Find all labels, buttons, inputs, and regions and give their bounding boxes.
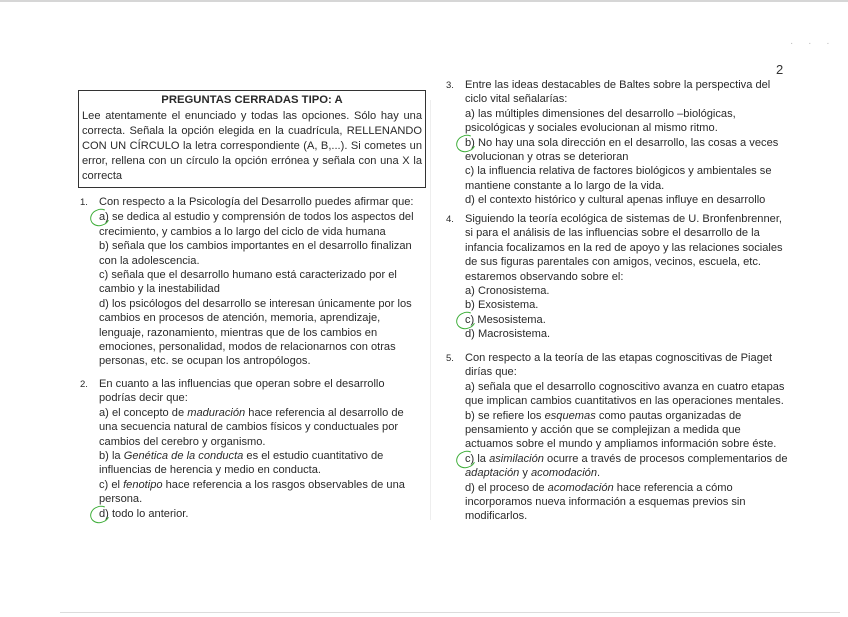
option-letter: c) [465,452,475,465]
option-text-post: hace referencia a cómo incorporamos nueva información a esquemas previos sin modificarlos. [465,481,746,523]
option-d[interactable] [99,297,420,369]
instructions-title: PREGUNTAS CERRADAS TIPO: A [161,94,343,106]
option-text-post: hace referencia al desarrollo de una secuencia natural de cambios físicos y conductuales por cambios del cerebro y organismo. [99,406,404,448]
option-letter: a) [99,211,109,224]
option-letter: d) [99,297,109,310]
option-letter: b) [465,136,475,149]
option-text-pre: la [111,450,124,463]
scan-edge-bottom [60,612,840,613]
instructions-box [78,90,426,188]
option-a[interactable] [99,406,420,449]
option-letter: c) [465,313,475,326]
option-d[interactable] [465,327,791,341]
option-c[interactable] [465,313,791,327]
option-a[interactable] [465,284,791,298]
option-text: Exosistema. [477,299,539,312]
option-letter: d) [465,194,475,207]
option-letter: a) [465,285,475,298]
option-letter: a) [465,380,475,393]
option-text: Mesosistema. [477,313,546,326]
option-text: señala que el desarrollo cognoscitivo avanza en cuatro etapas que implican cambios cuantitativos en las operaciones mentales. [465,380,785,408]
option-text-post: como pautas organizadas de pensamiento y acción que se complejizan a medida que actuamos sobre el mundo y ampliamos información sobre éste. [465,409,777,451]
option-text-mid: y [519,467,532,480]
option-letter: d) [99,507,109,520]
option-text: señala que el desarrollo humano está caracterizado por el cambio y la inestabilidad [99,269,397,296]
option-text-pre: el [111,478,124,491]
option-letter: a) [99,406,109,419]
question-number: 1. [80,197,88,208]
option-d[interactable] [465,481,791,524]
option-text: No hay una sola dirección en el desarrollo, las cosas a veces evolucionan y otras se deterioran [465,136,779,164]
question-stem: En cuanto a las influencias que operan sobre el desarrollo podrías decir que: [99,378,385,405]
option-c[interactable] [465,452,791,481]
option-a[interactable] [465,380,791,409]
option-c[interactable] [99,478,420,507]
option-term: esquemas [544,409,596,422]
option-text: el contexto histórico y cultural apenas influye en desarrollo [477,194,766,207]
option-text-post: es el estudio cuantitativo de influencias de herencia y medio en conducta. [99,450,384,477]
option-b[interactable] [99,239,420,268]
scan-speckle: · · · [790,38,836,49]
option-b[interactable] [465,298,791,312]
option-d[interactable] [465,193,791,207]
option-b[interactable] [465,409,791,452]
option-d[interactable] [99,507,420,521]
question-number: 3. [446,80,454,91]
option-letter: b) [99,450,109,463]
option-text: los psicólogos del desarrollo se interesan únicamente por los cambios en procesos de atención, memoria, aprendizaje, lenguaje, razonamiento, mientras que de los cambios en emociones, personalidad, modos de relacionarnos con otras personas, etc. se ocupan los antropólogos. [99,297,412,368]
option-b[interactable] [99,449,420,478]
option-text: las múltiples dimensiones del desarrollo –biológicas, psicológicas y sociales evolucionan al mismo ritmo. [465,107,736,135]
question-3 [446,78,791,208]
question-number: 4. [446,214,454,225]
option-letter: c) [465,165,475,178]
option-text-pre: el proceso de [477,481,548,494]
option-term: maduración [187,406,246,419]
option-text: se dedica al estudio y comprensión de todos los aspectos del crecimiento, y cambios a lo largo del ciclo de vida humana [99,211,414,238]
option-letter: c) [99,269,109,282]
option-text-pre: la [477,452,490,465]
option-text-end: . [597,467,601,480]
option-text-pre: el concepto de [111,406,188,419]
option-letter: d) [465,328,475,341]
option-letter: c) [99,478,109,491]
option-text-post: ocurre a través de procesos complementarios de [543,452,788,465]
option-letter: b) [465,409,475,422]
answer-circle-mark [88,503,113,526]
fold-shadow [430,100,431,520]
question-stem: Siguiendo la teoría ecológica de sistemas de U. Bronfenbrenner, si para el análisis de las influencias sobre el desarrollo de la infancia focalizamos en la red de apoyo y las relaciones sociales de sus figuras parentales con amigos, vecinos, escuela, etc. estaremos observando sobre el: [465,213,783,283]
option-text: la influencia relativa de factores biológicos y ambientales se mantiene constante a lo largo de la vida. [465,165,772,192]
option-letter: b) [465,299,475,312]
option-term: acomodación [547,481,614,494]
question-stem: Con respecto a la Psicología del Desarrollo puedes afirmar que: [99,196,414,208]
question-stem: Con respecto a la teoría de las etapas cognoscitivas de Piaget dirías que: [465,352,773,379]
option-c[interactable] [99,268,420,297]
instructions-body: Lee atentamente el enunciado y todas las opciones. Sólo hay una correcta. Señala la opción elegida en la cuadrícula, RELLENANDO CON UN CÍRCULO la letra correspondiente (A, B,...). Si cometes un error, rellena con un círculo la opción errónea y señala con una X la correcta [82,110,422,182]
option-text: señala que los cambios importantes en el desarrollo finalizan con la adolescencia. [99,240,412,267]
page-number: 2 [776,62,784,77]
option-term: fenotipo [123,478,163,491]
option-term: adaptación [465,467,520,480]
option-text: todo lo anterior. [111,507,189,520]
question-2 [80,377,420,521]
question-number: 2. [80,379,88,390]
option-text: Macrosistema. [477,328,551,341]
option-letter: b) [99,240,109,253]
option-c[interactable] [465,164,791,193]
question-stem: Entre las ideas destacables de Baltes sobre la perspectiva del ciclo vital señalarías: [465,79,771,106]
option-term: acomodación [531,467,598,480]
option-a[interactable] [465,107,791,136]
question-1 [80,195,420,369]
option-letter: d) [465,481,475,494]
option-text: Cronosistema. [477,285,550,298]
option-b[interactable] [465,136,791,165]
option-text-post: hace referencia a los rasgos observables de una persona. [99,478,405,506]
option-a[interactable] [99,210,420,239]
question-4 [446,212,791,342]
question-number: 5. [446,353,454,364]
question-5 [446,351,791,524]
option-letter: a) [465,107,475,120]
option-term: asimilación [489,452,544,465]
scan-edge-top [0,0,848,2]
option-term: Genética de la conducta [123,450,244,463]
option-text-pre: se refiere los [477,409,545,422]
